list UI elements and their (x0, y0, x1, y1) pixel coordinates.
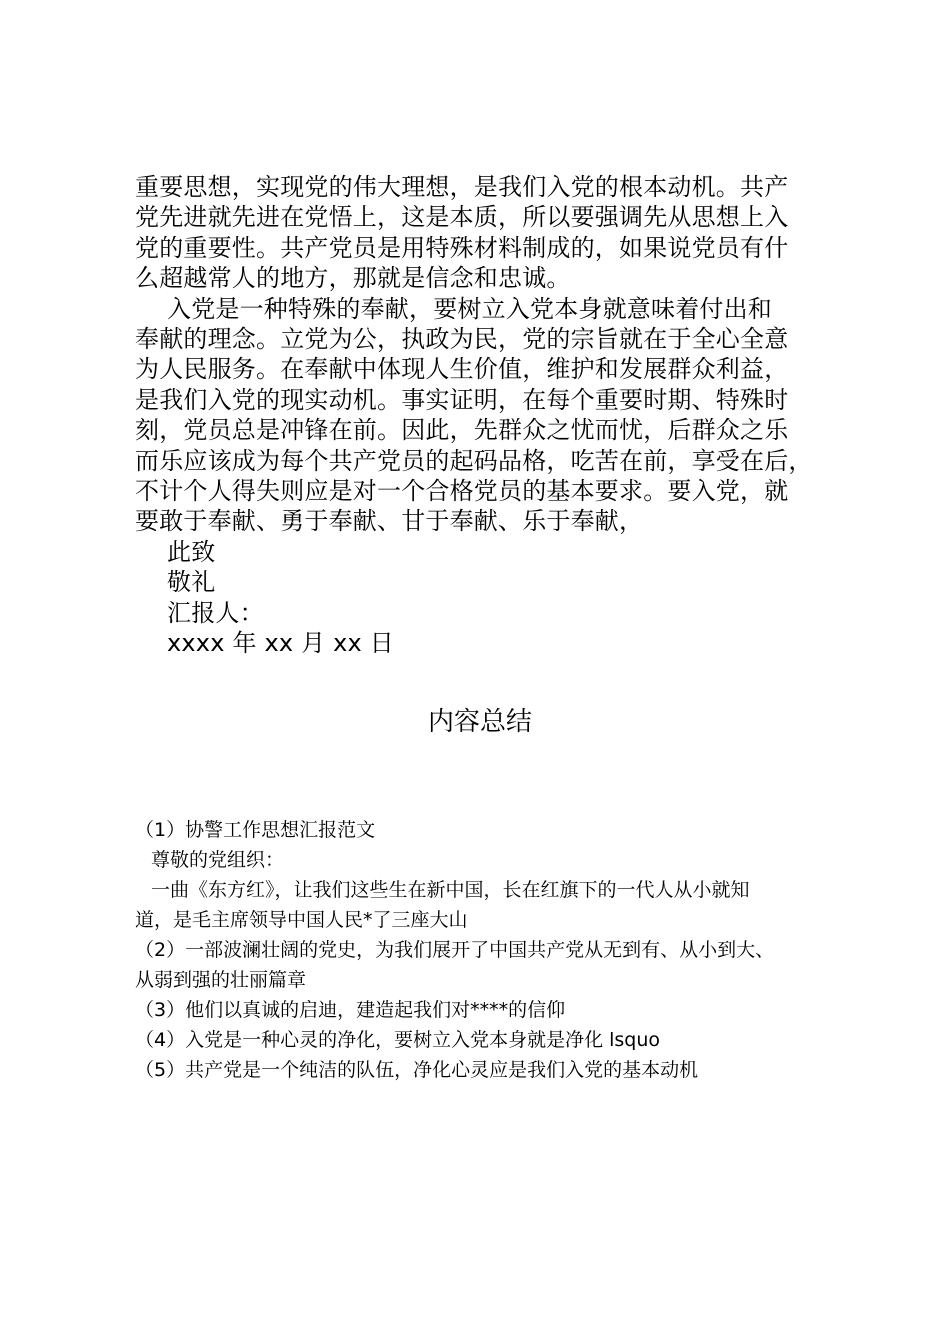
summary-item: （1）协警工作思想汇报范文 (135, 819, 376, 841)
paragraph-line: 党的重要性。共产党员是用特殊材料制成的，如果说党员有什 (135, 233, 789, 262)
summary-list (135, 815, 855, 1085)
paragraph-line: 重要思想，实现党的伟大理想，是我们入党的根本动机。共产 (135, 173, 789, 201)
paragraph-line: 是我们入党的现实动机。事实证明，在每个重要时期、特殊时 (135, 385, 789, 414)
report-body (135, 172, 855, 659)
closing-block (135, 537, 855, 659)
summary-item: （2）一部波澜壮阔的党史，为我们展开了中国共产党从无到有、从小到大、 (135, 939, 775, 961)
paragraph-line: 为人民服务。在奉献中体现人生价值，维护和发展群众利益， (135, 355, 789, 384)
summary-item: 尊敬的党组织： (151, 849, 285, 871)
summary-item: （5）共产党是一个纯洁的队伍，净化心灵应是我们入党的基本动机 (135, 1059, 699, 1081)
paragraph-line: 而乐应该成为每个共产党员的起码品格，吃苦在前，享受在后， (135, 446, 813, 475)
summary-item: 道，是毛主席领导中国人民*了三座大山 (135, 909, 468, 931)
summary-heading: 内容总结 (427, 707, 532, 737)
paragraph-line: 要敢于奉献、勇于奉献、甘于奉献、乐于奉献， (135, 507, 644, 536)
summary-item: （4）入党是一种心灵的净化，要树立入党本身就是净化 lsquo (135, 1029, 661, 1051)
reporter-label: 汇报人： (167, 598, 264, 627)
summary-item: （3）他们以真诚的启迪，建造起我们对****的信仰 (135, 999, 566, 1021)
paragraph-line: 么超越常人的地方，那就是信念和忠诚。 (135, 264, 571, 293)
report-date: xxxx 年 xx 月 xx 日 (167, 629, 394, 658)
paragraph-line: 刻，党员总是冲锋在前。因此，先群众之忧而忧，后群众之乐 (135, 416, 789, 445)
paragraph-line: 入党是一种特殊的奉献，要树立入党本身就意味着付出和 (167, 294, 772, 323)
paragraph-line: 不计个人得失则应是对一个合格党员的基本要求。要入党，就 (135, 477, 789, 506)
paragraph-line: 奉献的理念。立党为公，执政为民，党的宗旨就在于全心全意 (135, 325, 789, 354)
paragraph-1 (135, 172, 855, 294)
closing-greeting: 此致 (167, 537, 216, 566)
paragraph-2 (135, 294, 855, 537)
paragraph-line: 党先进就先进在党悟上，这是本质，所以要强调先从思想上入 (135, 203, 789, 232)
summary-item: 从弱到强的壮丽篇章 (135, 969, 307, 991)
closing-salute: 敬礼 (167, 568, 216, 597)
summary-item: 一曲《东方红》，让我们这些生在新中国，长在红旗下的一代人从小就知 (151, 879, 750, 901)
